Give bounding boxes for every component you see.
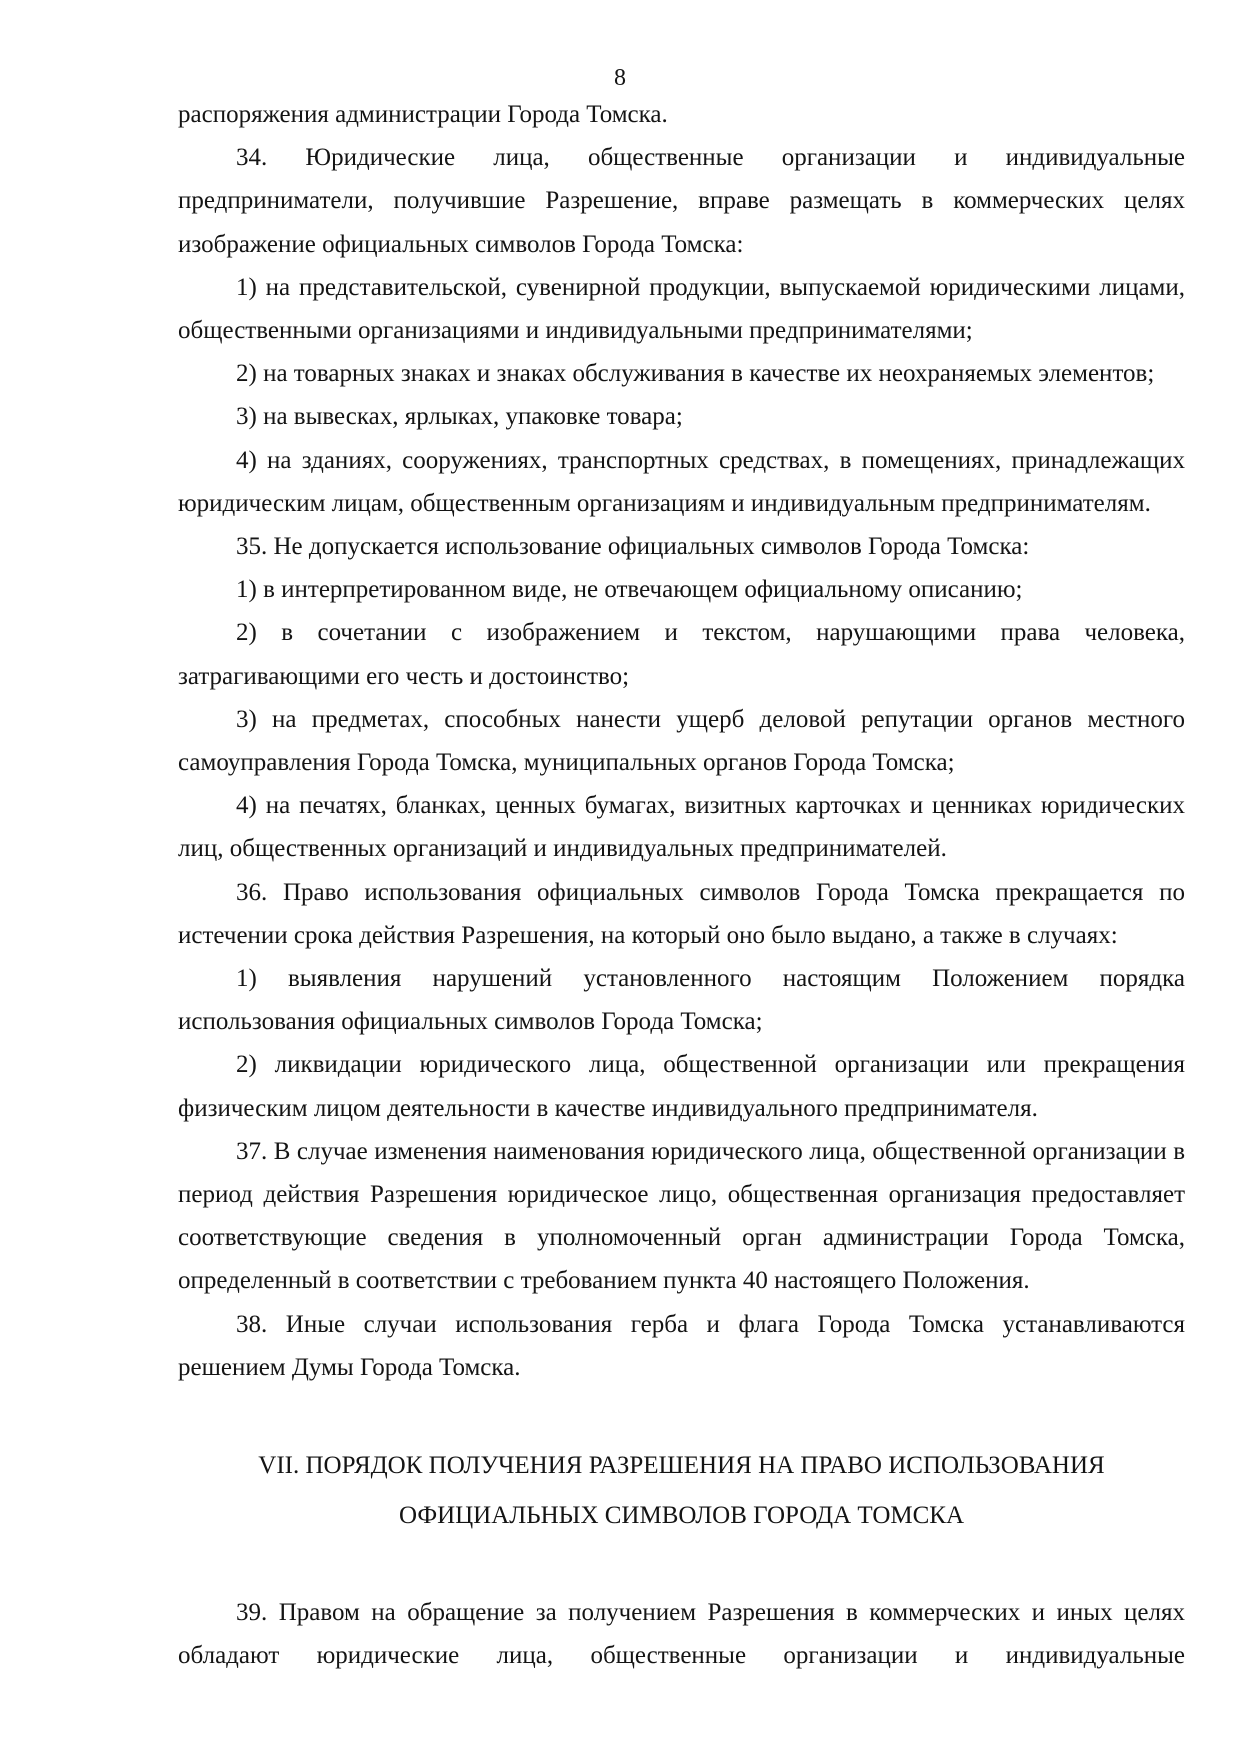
section-heading (178, 1441, 1185, 1541)
paragraph-item-37: 37. В случае изменения наименования юридического лица, общественной организации в период действия Разрешения юридическое лицо, общественная организация предоставляет соответствующие сведения в уполномоченный орган администрации Города Томска, определенный в соответствии с требованием пункта 40 настоящего Положения. (178, 1137, 1185, 1295)
paragraph-item-36-1: 1) выявления нарушений установленного настоящим Положением порядка использования официальных символов Города Томска; (178, 965, 1185, 1036)
paragraph-item-34-3: 3) на вывесках, ярлыках, упаковке товара; (236, 403, 683, 431)
section-heading-line-1: VII. ПОРЯДОК ПОЛУЧЕНИЯ РАЗРЕШЕНИЯ НА ПРАВО ИСПОЛЬЗОВАНИЯ (258, 1452, 1105, 1480)
section-heading-line-2: ОФИЦИАЛЬНЫХ СИМВОЛОВ ГОРОДА ТОМСКА (398, 1502, 965, 1530)
paragraph-continuation: распоряжения администрации Города Томска. (178, 101, 668, 128)
paragraph-item-35-3: 3) на предметах, способных нанести ущерб деловой репутации органов местного самоуправления Города Томска, муниципальных органов Города Томска; (178, 705, 1185, 777)
document-body (178, 93, 1185, 1678)
paragraph-item-34: 34. Юридические лица, общественные организации и индивидуальные предприниматели, получившие Разрешение, вправе размещать в коммерческих целях изображение официальных символов Города Томска: (178, 144, 1185, 258)
paragraph-item-38: 38. Иные случаи использования герба и флага Города Томска устанавливаются решением Думы Города Томска. (178, 1310, 1185, 1381)
paragraph-item-35: 35. Не допускается использование официальных символов Города Томска: (236, 533, 1030, 561)
paragraph-item-34-4: 4) на зданиях, сооружениях, транспортных средствах, в помещениях, принадлежащих юридическим лицам, общественным организациям и индивидуальным предпринимателям. (178, 446, 1185, 517)
paragraph-item-39: 39. Правом на обращение за получением Разрешения в коммерческих и иных целях обладают юридические лица, общественные организации и индивидуальные (178, 1599, 1185, 1670)
paragraph-item-34-1: 1) на представительской, сувенирной продукции, выпускаемой юридическими лицами, общественными организациями и индивидуальными предпринимателями; (178, 273, 1185, 345)
page-number: 8 (614, 65, 626, 91)
paragraph-item-36: 36. Право использования официальных символов Города Томска прекращается по истечении срока действия Разрешения, на который оно было выдано, а также в случаях: (178, 878, 1185, 949)
paragraph-item-35-4: 4) на печатях, бланках, ценных бумагах, визитных карточках и ценниках юридических лиц, общественных организаций и индивидуальных предпринимателей. (178, 792, 1185, 863)
paragraph-item-34-2: 2) на товарных знаках и знаках обслуживания в качестве их неохраняемых элементов; (236, 360, 1155, 388)
paragraph-item-35-1: 1) в интерпретированном виде, не отвечающем официальному описанию; (236, 576, 1023, 604)
paragraph-item-35-2: 2) в сочетании с изображением и текстом, нарушающими права человека, затрагивающими его честь и достоинство; (178, 619, 1185, 690)
paragraph-item-36-2: 2) ликвидации юридического лица, общественной организации или прекращения физическим лицом деятельности в качестве индивидуального предпринимателя. (178, 1051, 1185, 1122)
